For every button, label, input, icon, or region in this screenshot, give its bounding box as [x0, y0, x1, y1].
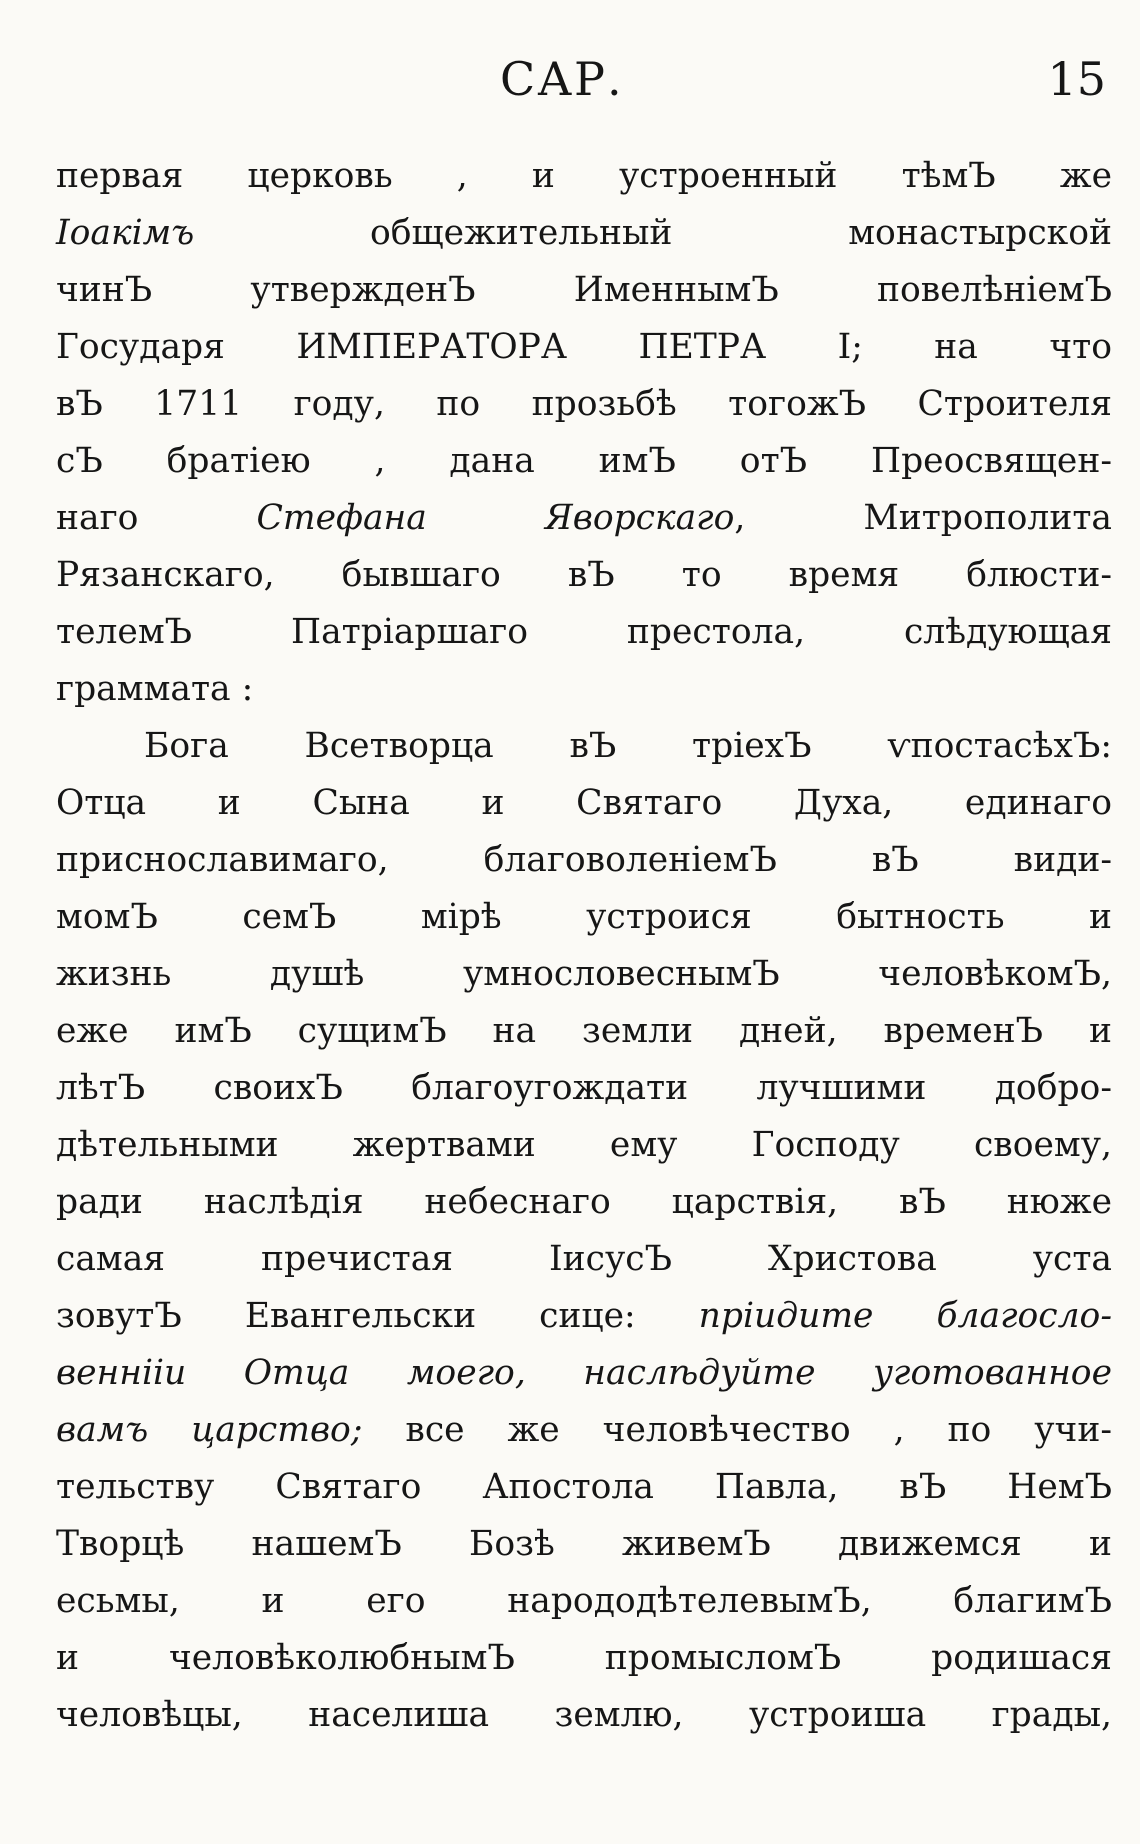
scripture-quote: вамъ царство;: [56, 1410, 363, 1450]
text-line: сЪ братіею , дана имЪ отЪ Преосвящен-: [56, 441, 1112, 481]
text-line: [56, 1345, 1112, 1402]
name-joachim: Іоакімъ: [56, 213, 195, 253]
text-line: жизнь душѣ умнословеснымЪ человѣкомЪ,: [56, 954, 1112, 994]
page-number: 15: [1047, 52, 1106, 106]
name-stefan-yavorsky: Стефана Яворскаго: [256, 498, 735, 538]
text-line: лѣтЪ своихЪ благоугождати лучшими добро-: [56, 1068, 1112, 1108]
text-line: еже имЪ сущимЪ на земли дней, временЪ и: [56, 1011, 1112, 1051]
paragraph-start-line: Бога Всетворца вЪ тріехЪ ѵпостасѣхЪ:: [144, 726, 1112, 766]
running-head: САР.: [500, 52, 624, 106]
text-line: момЪ семЪ мірѣ устроися бытность и: [56, 897, 1112, 937]
text-line: первая церковь , и устроенный тѣмЪ же: [56, 156, 1112, 196]
text-line: граммата :: [56, 669, 254, 709]
page-header: [0, 52, 1140, 112]
text-line: Творцѣ нашемЪ Бозѣ живемЪ движемся и: [56, 1524, 1112, 1564]
text-line: самая пречистая ІисусЪ Христова уста: [56, 1239, 1112, 1279]
text-line: зовутЪ Евангельски сице: пріидите благосло-: [56, 1296, 1112, 1336]
text-line: есьмы, и его народодѣтелевымЪ, благимЪ: [56, 1581, 1112, 1621]
text-line: Іоакімъ общежительный монастырской: [56, 213, 1112, 253]
text-line: чинЪ утвержденЪ ИменнымЪ повелѣніемЪ: [56, 270, 1112, 310]
text-line: ради наслѣдія небеснаго царствія, вЪ нюже: [56, 1182, 1112, 1222]
body-text: [56, 148, 1112, 1744]
text-line: наго Стефана Яворскаго, Митрополита: [56, 498, 1112, 538]
text-line: дѣтельными жертвами ему Господу своему,: [56, 1125, 1112, 1165]
text-line: и человѣколюбнымЪ промысломЪ родишася: [56, 1638, 1112, 1678]
text-line: вамъ царство; все же человѣчество , по учи-: [56, 1410, 1113, 1450]
text-line: Государя ИМПЕРАТОРА ПЕТРА І; на что: [56, 327, 1112, 367]
text-line: приснославимаго, благоволеніемЪ вЪ види-: [56, 840, 1112, 880]
scripture-quote: веннііи Отца моего, наслѣдуйте уготованное: [56, 1353, 1112, 1393]
scripture-quote: пріидите благосло-: [698, 1296, 1112, 1336]
text-line: Отца и Сына и Святаго Духа, единаго: [56, 783, 1112, 823]
text-line: вЪ 1711 году, по прозьбѣ тогожЪ Строителя: [56, 384, 1112, 424]
text-line: тельству Святаго Апостола Павла, вЪ НемЪ: [56, 1467, 1112, 1507]
text-line: Рязанскаго, бывшаго вЪ то время блюсти-: [56, 555, 1112, 595]
text-line: человѣцы, населиша землю, устроиша грады,: [56, 1695, 1112, 1735]
text-line: телемЪ Патріаршаго престола, слѣдующая: [56, 612, 1112, 652]
